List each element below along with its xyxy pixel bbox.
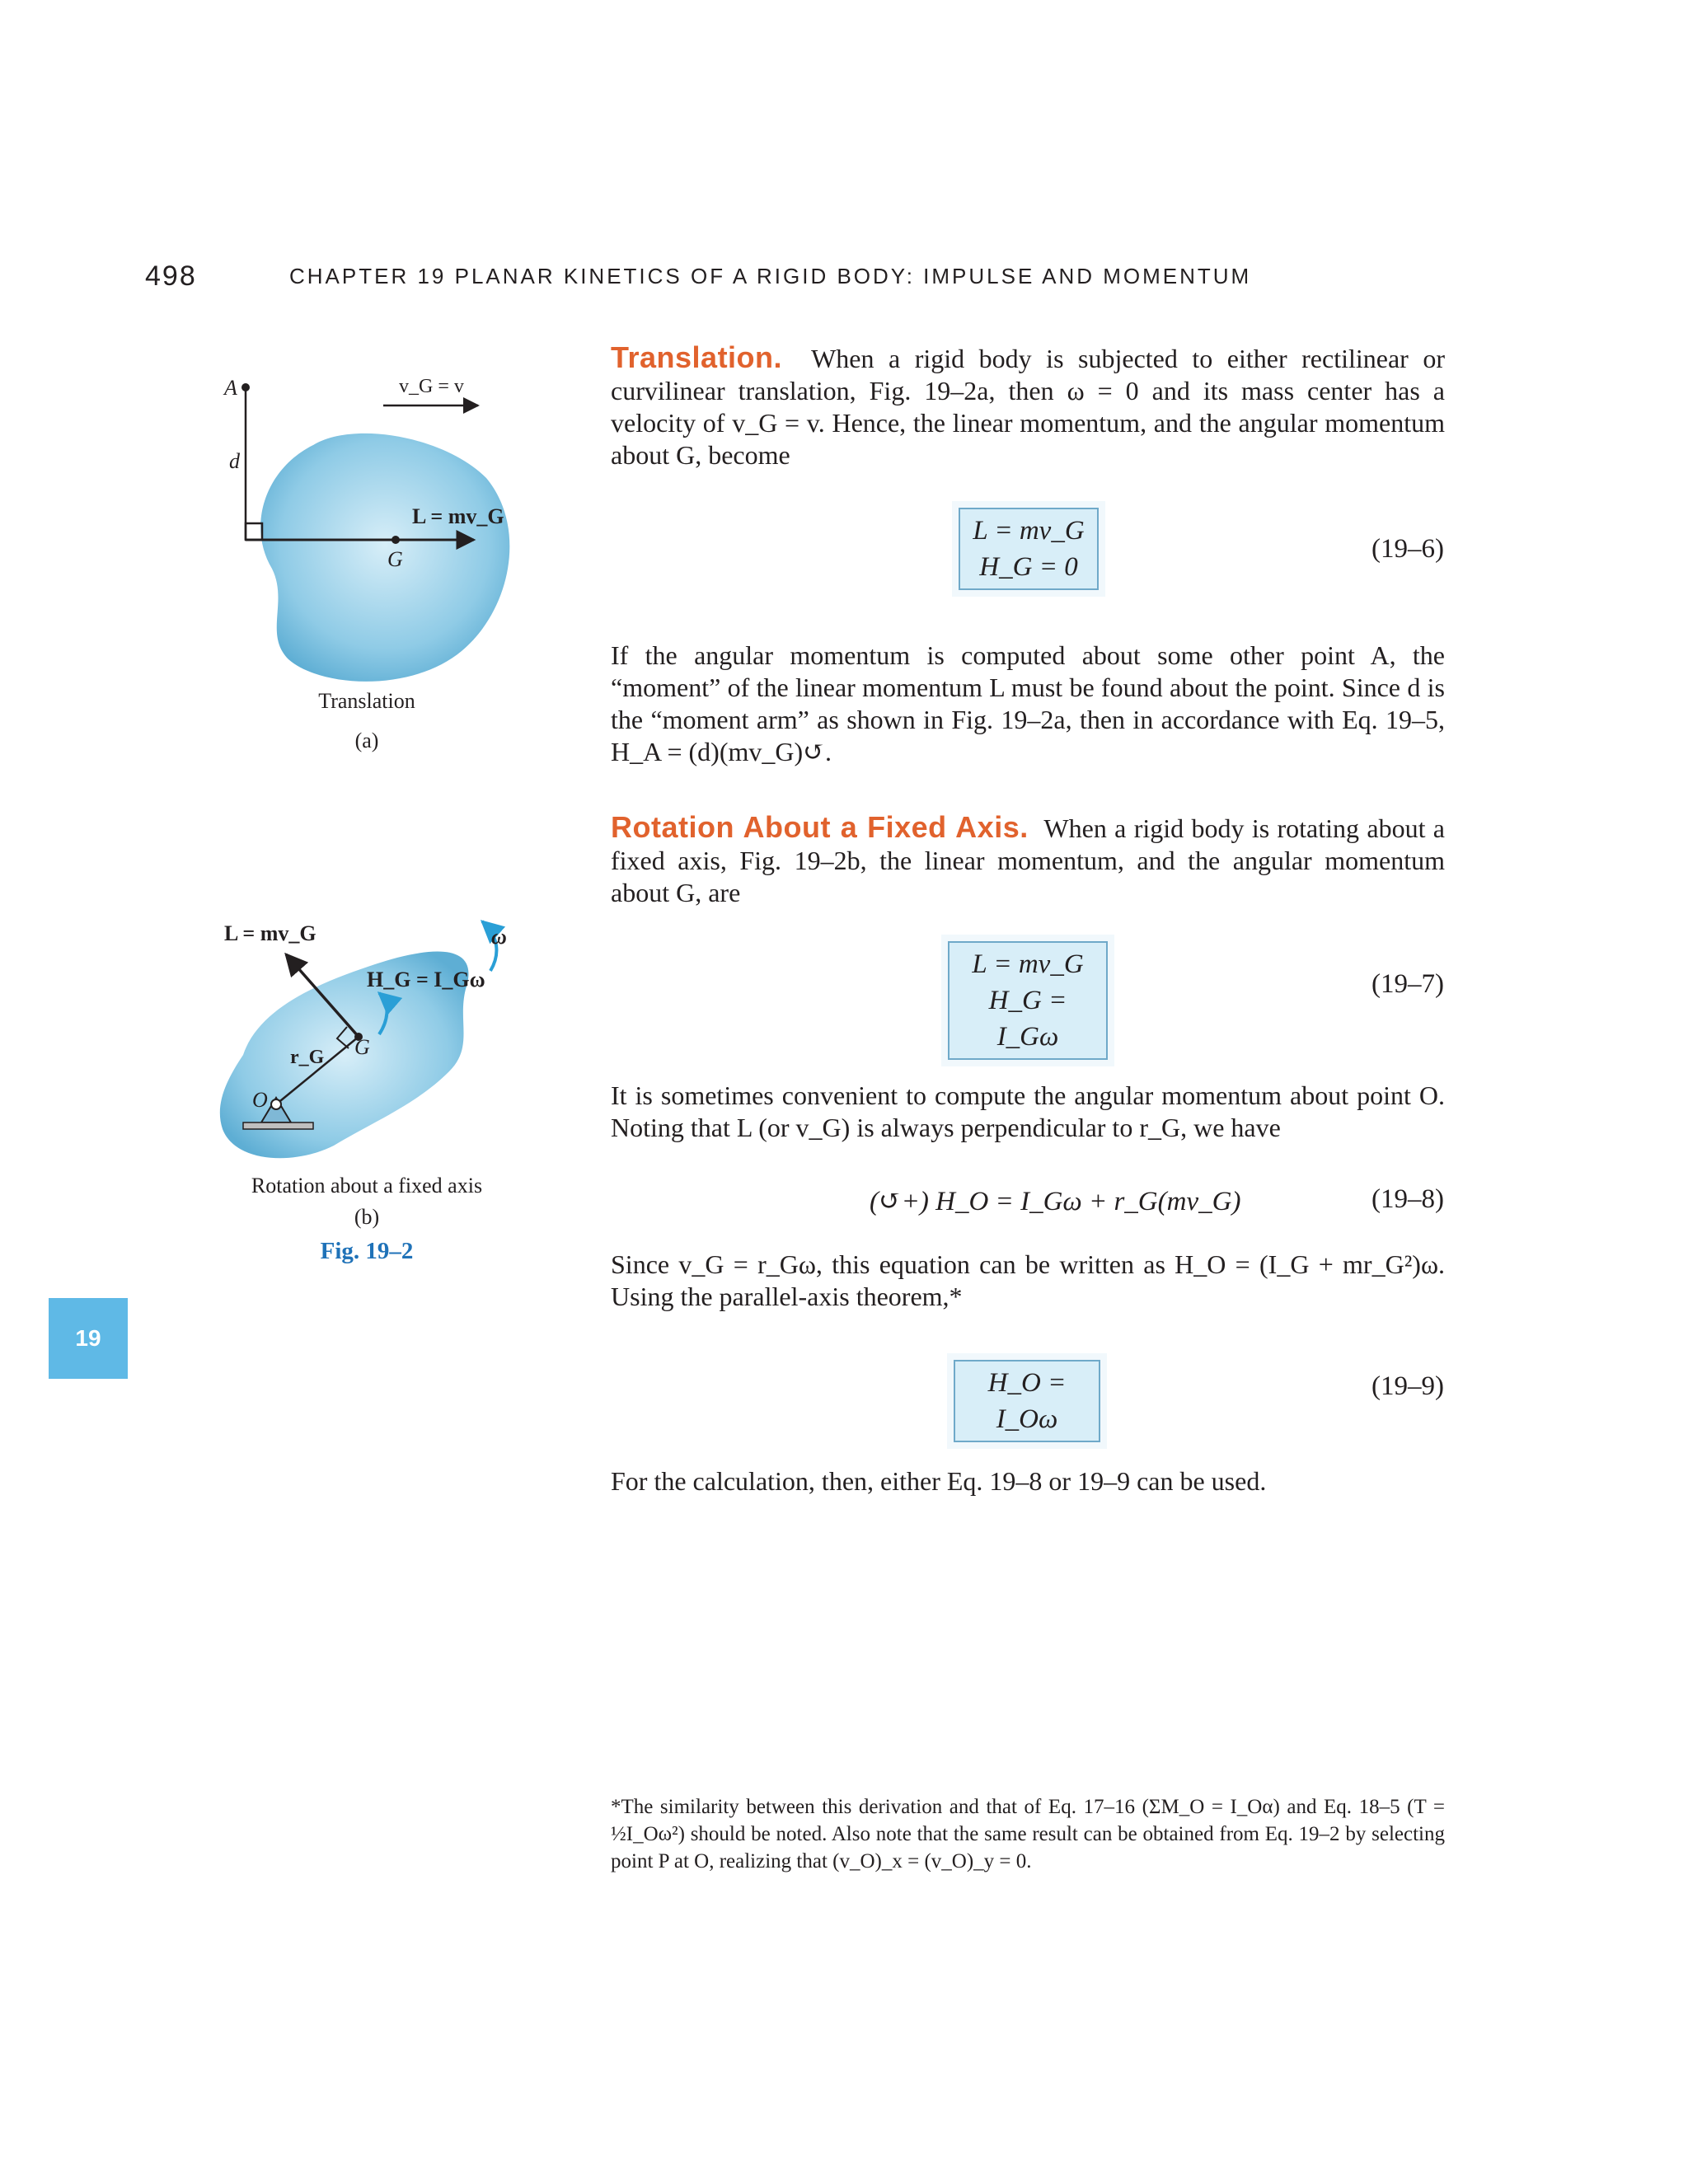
translation-paragraph-1 — [611, 341, 1445, 471]
label-g-a: G — [387, 547, 403, 571]
label-o: O — [252, 1088, 268, 1112]
rigid-body-shape — [260, 434, 509, 682]
translation-paragraph-2: If the angular momentum is computed about some other point A, the “moment” of the linear momentum L must be found about the point. Since d is the “moment arm” as shown in Fig. 19–2a, then in accordance with Eq. 19–5, H_A = (d)(mv_G)↺. — [611, 640, 1445, 766]
equation-19-7-number: (19–7) — [1372, 969, 1444, 999]
footnote: *The similarity between this derivation and that of Eq. 17–16 (ΣM_O = I_Oα) and Eq. 18–5 (T = ½I_Oω²) should be noted. Also note that the same result can be obtained from Eq. 19–2 by selecting point P at O, realizing that (v_O)_x = (v_O)_y = 0. — [611, 1796, 1445, 1872]
equation-19-6-line1: L = mv_G — [973, 516, 1085, 546]
equation-19-9: H_O = I_Oω — [987, 1368, 1067, 1434]
rotation-paragraph-1 — [611, 811, 1445, 909]
equation-19-6-box — [959, 508, 1099, 590]
label-l-a: L = mv_G — [412, 504, 504, 528]
ground-base — [243, 1122, 313, 1129]
equation-19-9-box — [954, 1360, 1100, 1442]
equation-19-6-number: (19–6) — [1372, 534, 1444, 564]
rotation-paragraph-4: For the calculation, then, either Eq. 19–8 or 19–9 can be used. — [611, 1466, 1267, 1496]
rotation-heading: Rotation About a Fixed Axis. — [611, 810, 1029, 844]
equation-19-8-number: (19–8) — [1372, 1184, 1444, 1214]
label-hg: H_G = I_Gω — [367, 968, 485, 991]
label-vg: v_G = v — [399, 376, 464, 397]
equation-19-8: (↺+) H_O = I_Gω + r_G(mv_G) — [870, 1187, 1241, 1216]
label-omega: ω — [491, 925, 507, 949]
mass-center-dot — [392, 536, 400, 544]
rotation-paragraph-3: Since v_G = r_Gω, this equation can be written as H_O = (I_G + mr_G²)ω. Using the parallel-axis theorem,* — [611, 1249, 1445, 1311]
label-d: d — [229, 449, 240, 473]
translation-heading: Translation. — [611, 340, 783, 374]
rotation-text-1: When a rigid body is rotating about a fixed axis, Fig. 19–2b, the linear momentum, and the angular momentum about G, are — [611, 813, 1446, 907]
running-head: CHAPTER 19 PLANAR KINETICS OF A RIGID BODY: IMPULSE AND MOMENTUM — [289, 264, 1252, 288]
label-rg: r_G — [290, 1047, 325, 1068]
equation-19-7-box — [948, 941, 1108, 1060]
label-l-b: L = mv_G — [224, 921, 316, 945]
equation-19-9-number: (19–9) — [1372, 1371, 1444, 1401]
chapter-side-tab: 19 — [49, 1298, 128, 1379]
page-number: 498 — [145, 260, 197, 292]
label-g-b: G — [354, 1035, 370, 1059]
translation-text-1: When a rigid body is subjected to either rectilinear or curvilinear translation, Fig. 19–2a, then ω = 0 and its mass center has a velocity of v_G = v. Hence, the linear momentum, and the angular momentum about G, become — [611, 344, 1446, 470]
caption-a-sub: (a) — [354, 729, 379, 752]
figure-a-translation — [198, 363, 544, 709]
caption-a: Translation — [318, 689, 415, 713]
right-angle-mark — [246, 523, 262, 540]
equation-19-7-line1: L = mv_G — [972, 949, 1084, 979]
caption-b: Rotation about a fixed axis — [251, 1174, 483, 1197]
rotation-paragraph-2: It is sometimes convenient to compute the angular momentum about point O. Noting that L (or v_G) is always perpendicular to r_G, we have — [611, 1080, 1445, 1142]
pin-o — [271, 1099, 281, 1109]
equation-19-7-line2: H_G = I_Gω — [988, 986, 1067, 1052]
label-a-point: A — [224, 376, 237, 400]
figure-label: Fig. 19–2 — [320, 1238, 414, 1264]
caption-b-sub: (b) — [354, 1205, 380, 1229]
equation-19-6-line2: H_G = 0 — [979, 552, 1078, 582]
point-a-dot — [241, 383, 250, 391]
